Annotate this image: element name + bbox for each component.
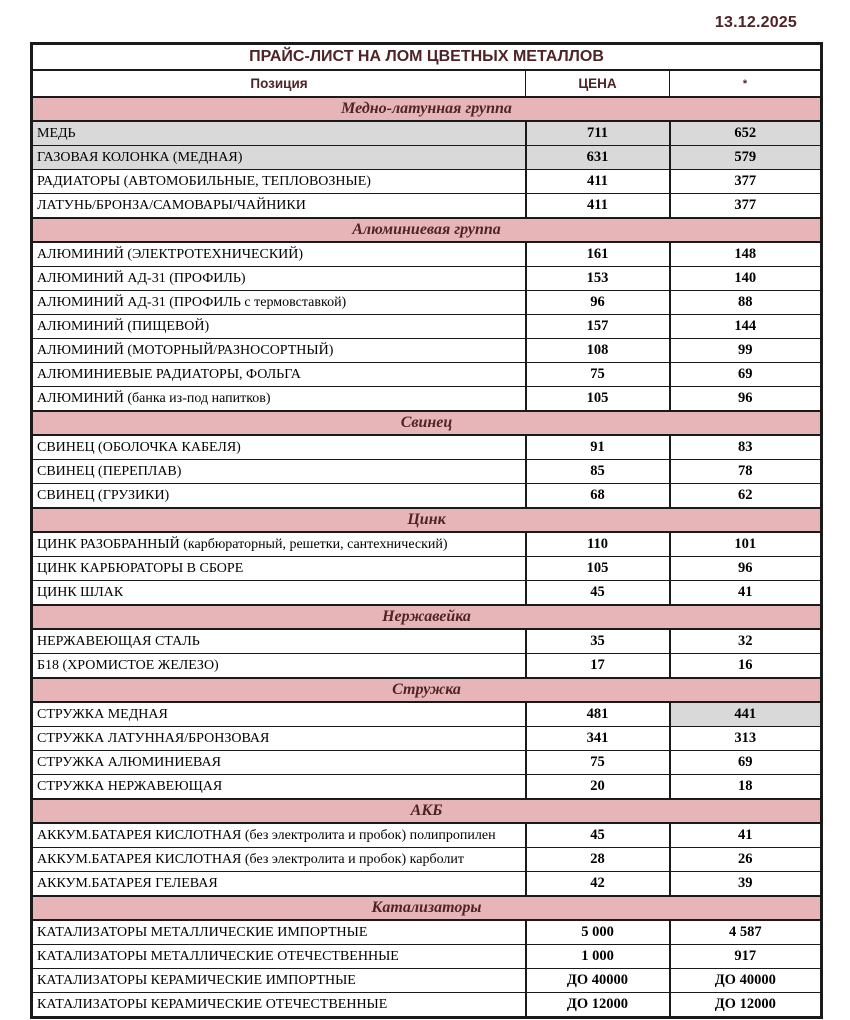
table-row	[32, 557, 822, 581]
price-cell: 28	[526, 848, 670, 872]
alt-price-cell: 144	[670, 315, 822, 339]
price-cell: ДО 12000	[526, 993, 670, 1018]
table-row	[32, 387, 822, 412]
item-name-cell: КАТАЛИЗАТОРЫ МЕТАЛЛИЧЕСКИЕ ИМПОРТНЫЕ	[32, 920, 526, 945]
price-cell: 105	[526, 557, 670, 581]
section-title: Нержавейка	[32, 605, 822, 629]
price-cell: 5 000	[526, 920, 670, 945]
alt-price-cell: 41	[670, 823, 822, 848]
table-row	[32, 484, 822, 509]
table-row	[32, 872, 822, 897]
section-title: Алюминиевая группа	[32, 218, 822, 242]
table-row	[32, 629, 822, 654]
price-cell: 411	[526, 170, 670, 194]
price-cell: 20	[526, 775, 670, 800]
price-cell: 45	[526, 823, 670, 848]
price-cell: 110	[526, 532, 670, 557]
section-title: Свинец	[32, 411, 822, 435]
price-cell: 68	[526, 484, 670, 509]
price-cell: 341	[526, 727, 670, 751]
table-row	[32, 920, 822, 945]
price-cell: 75	[526, 751, 670, 775]
section-header-row	[32, 411, 822, 435]
item-name-cell: ЛАТУНЬ/БРОНЗА/САМОВАРЫ/ЧАЙНИКИ	[32, 194, 526, 219]
section-title: Катализаторы	[32, 896, 822, 920]
item-name-cell: СТРУЖКА АЛЮМИНИЕВАЯ	[32, 751, 526, 775]
alt-price-cell: 917	[670, 945, 822, 969]
section-title: Медно-латунная группа	[32, 97, 822, 121]
item-name-cell: АЛЮМИНИЕВЫЕ РАДИАТОРЫ, ФОЛЬГА	[32, 363, 526, 387]
column-header-row	[32, 70, 822, 97]
table-row	[32, 291, 822, 315]
item-name-cell: АККУМ.БАТАРЕЯ КИСЛОТНАЯ (без электролита и пробок) карболит	[32, 848, 526, 872]
price-cell: 35	[526, 629, 670, 654]
table-row	[32, 121, 822, 146]
table-row	[32, 146, 822, 170]
item-name-cell: НЕРЖАВЕЮЩАЯ СТАЛЬ	[32, 629, 526, 654]
item-name-cell: ЦИНК КАРБЮРАТОРЫ В СБОРЕ	[32, 557, 526, 581]
alt-price-cell: 652	[670, 121, 822, 146]
price-cell: 153	[526, 267, 670, 291]
section-header-row	[32, 896, 822, 920]
table-row	[32, 848, 822, 872]
table-row	[32, 654, 822, 679]
table-row	[32, 267, 822, 291]
price-cell: 42	[526, 872, 670, 897]
section-header-row	[32, 799, 822, 823]
section-header-row	[32, 508, 822, 532]
item-name-cell: АЛЮМИНИЙ (МОТОРНЫЙ/РАЗНОСОРТНЫЙ)	[32, 339, 526, 363]
item-name-cell: КАТАЛИЗАТОРЫ КЕРАМИЧЕСКИЕ ОТЕЧЕСТВЕННЫЕ	[32, 993, 526, 1018]
price-cell: 1 000	[526, 945, 670, 969]
item-name-cell: РАДИАТОРЫ (АВТОМОБИЛЬНЫЕ, ТЕПЛОВОЗНЫЕ)	[32, 170, 526, 194]
table-row	[32, 242, 822, 267]
item-name-cell: СТРУЖКА ЛАТУННАЯ/БРОНЗОВАЯ	[32, 727, 526, 751]
section-header-row	[32, 218, 822, 242]
alt-price-cell: 69	[670, 751, 822, 775]
item-name-cell: ЦИНК ШЛАК	[32, 581, 526, 606]
price-cell: 17	[526, 654, 670, 679]
price-cell: 157	[526, 315, 670, 339]
alt-price-cell: 148	[670, 242, 822, 267]
price-cell: 105	[526, 387, 670, 412]
item-name-cell: АККУМ.БАТАРЕЯ ГЕЛЕВАЯ	[32, 872, 526, 897]
alt-price-cell: 88	[670, 291, 822, 315]
page-title: ПРАЙС-ЛИСТ НА ЛОМ ЦВЕТНЫХ МЕТАЛЛОВ	[32, 44, 822, 71]
table-row	[32, 969, 822, 993]
price-cell: 96	[526, 291, 670, 315]
alt-price-cell: ДО 40000	[670, 969, 822, 993]
table-row	[32, 993, 822, 1018]
alt-price-cell: 99	[670, 339, 822, 363]
column-header-price: ЦЕНА	[526, 70, 670, 97]
alt-price-cell: 62	[670, 484, 822, 509]
item-name-cell: МЕДЬ	[32, 121, 526, 146]
alt-price-cell: 140	[670, 267, 822, 291]
item-name-cell: АЛЮМИНИЙ (ЭЛЕКТРОТЕХНИЧЕСКИЙ)	[32, 242, 526, 267]
alt-price-cell: 83	[670, 435, 822, 460]
item-name-cell: АЛЮМИНИЙ АД-31 (ПРОФИЛЬ)	[32, 267, 526, 291]
price-cell: ДО 40000	[526, 969, 670, 993]
section-header-row	[32, 605, 822, 629]
item-name-cell: АЛЮМИНИЙ (ПИЩЕВОЙ)	[32, 315, 526, 339]
item-name-cell: ГАЗОВАЯ КОЛОНКА (МЕДНАЯ)	[32, 146, 526, 170]
column-header-asterisk: *	[670, 70, 822, 97]
table-row	[32, 435, 822, 460]
item-name-cell: ЦИНК РАЗОБРАННЫЙ (карбюраторный, решетки, сантехнический)	[32, 532, 526, 557]
table-row	[32, 945, 822, 969]
item-name-cell: СВИНЕЦ (ПЕРЕПЛАВ)	[32, 460, 526, 484]
price-cell: 411	[526, 194, 670, 219]
section-header-row	[32, 97, 822, 121]
document-date: 13.12.2025	[714, 14, 797, 31]
alt-price-cell: 441	[670, 702, 822, 727]
table-row	[32, 460, 822, 484]
table-row	[32, 315, 822, 339]
price-cell: 91	[526, 435, 670, 460]
item-name-cell: АЛЮМИНИЙ (банка из-под напитков)	[32, 387, 526, 412]
table-row	[32, 823, 822, 848]
item-name-cell: АЛЮМИНИЙ АД-31 (ПРОФИЛЬ с термовставкой)	[32, 291, 526, 315]
table-row	[32, 751, 822, 775]
item-name-cell: АККУМ.БАТАРЕЯ КИСЛОТНАЯ (без электролита и пробок) полипропилен	[32, 823, 526, 848]
alt-price-cell: 26	[670, 848, 822, 872]
table-row	[32, 339, 822, 363]
table-row	[32, 702, 822, 727]
alt-price-cell: 41	[670, 581, 822, 606]
section-title: АКБ	[32, 799, 822, 823]
column-header-position: Позиция	[32, 70, 526, 97]
alt-price-cell: 69	[670, 363, 822, 387]
price-cell: 45	[526, 581, 670, 606]
price-cell: 161	[526, 242, 670, 267]
price-table-body	[32, 97, 822, 1018]
section-title: Стружка	[32, 678, 822, 702]
alt-price-cell: 32	[670, 629, 822, 654]
price-cell: 631	[526, 146, 670, 170]
alt-price-cell: 4 587	[670, 920, 822, 945]
table-row	[32, 532, 822, 557]
alt-price-cell: 18	[670, 775, 822, 800]
alt-price-cell: 377	[670, 194, 822, 219]
section-header-row	[32, 678, 822, 702]
table-row	[32, 194, 822, 219]
price-cell: 108	[526, 339, 670, 363]
item-name-cell: КАТАЛИЗАТОРЫ МЕТАЛЛИЧЕСКИЕ ОТЕЧЕСТВЕННЫЕ	[32, 945, 526, 969]
item-name-cell: Б18 (ХРОМИСТОЕ ЖЕЛЕЗО)	[32, 654, 526, 679]
alt-price-cell: 377	[670, 170, 822, 194]
item-name-cell: СВИНЕЦ (ОБОЛОЧКА КАБЕЛЯ)	[32, 435, 526, 460]
alt-price-cell: ДО 12000	[670, 993, 822, 1018]
item-name-cell: СТРУЖКА МЕДНАЯ	[32, 702, 526, 727]
alt-price-cell: 16	[670, 654, 822, 679]
price-cell: 481	[526, 702, 670, 727]
table-row	[32, 170, 822, 194]
price-cell: 711	[526, 121, 670, 146]
price-cell: 75	[526, 363, 670, 387]
table-title-row	[32, 44, 822, 71]
alt-price-cell: 39	[670, 872, 822, 897]
item-name-cell: СВИНЕЦ (ГРУЗИКИ)	[32, 484, 526, 509]
table-row	[32, 363, 822, 387]
item-name-cell: КАТАЛИЗАТОРЫ КЕРАМИЧЕСКИЕ ИМПОРТНЫЕ	[32, 969, 526, 993]
price-table	[30, 42, 823, 1019]
alt-price-cell: 579	[670, 146, 822, 170]
alt-price-cell: 96	[670, 387, 822, 412]
table-row	[32, 581, 822, 606]
section-title: Цинк	[32, 508, 822, 532]
alt-price-cell: 101	[670, 532, 822, 557]
price-cell: 85	[526, 460, 670, 484]
table-row	[32, 727, 822, 751]
item-name-cell: СТРУЖКА НЕРЖАВЕЮЩАЯ	[32, 775, 526, 800]
alt-price-cell: 78	[670, 460, 822, 484]
alt-price-cell: 96	[670, 557, 822, 581]
table-row	[32, 775, 822, 800]
alt-price-cell: 313	[670, 727, 822, 751]
